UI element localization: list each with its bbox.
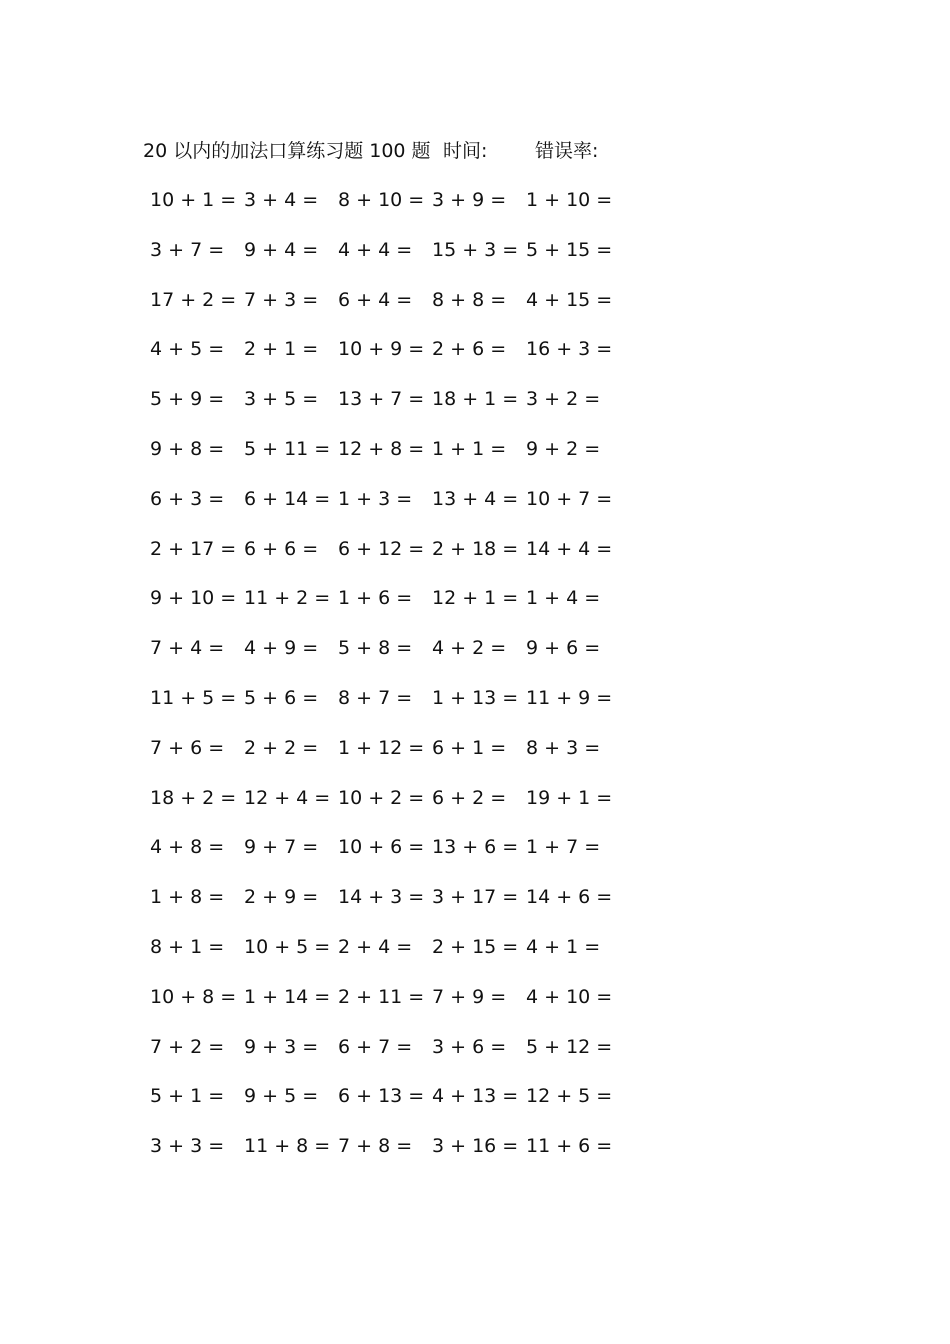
problem-item: 6 + 4 = [338, 288, 413, 311]
problem-row [0, 633, 950, 683]
problem-item: 5 + 8 = [338, 637, 413, 660]
problem-row [0, 484, 950, 534]
problem-item: 9 + 10 = [150, 587, 237, 610]
problem-row [0, 932, 950, 982]
problem-item: 9 + 8 = [150, 437, 225, 460]
problem-item: 10 + 5 = [244, 935, 331, 958]
problem-item: 10 + 6 = [338, 836, 425, 859]
problem-item: 6 + 12 = [338, 537, 425, 560]
problem-row [0, 982, 950, 1032]
problem-item: 2 + 17 = [150, 537, 237, 560]
problem-item: 8 + 10 = [338, 189, 425, 211]
problem-item: 9 + 2 = [526, 437, 601, 460]
worksheet-header [143, 137, 763, 165]
problem-item: 3 + 6 = [432, 1035, 507, 1058]
problem-row [0, 783, 950, 833]
problem-item: 9 + 4 = [244, 238, 319, 261]
problem-item: 11 + 6 = [526, 1135, 613, 1158]
problem-item: 4 + 5 = [150, 338, 225, 361]
problem-item: 8 + 8 = [432, 288, 507, 311]
problem-item: 6 + 1 = [432, 736, 507, 759]
problem-item: 3 + 5 = [244, 388, 319, 411]
problem-item: 12 + 4 = [244, 786, 331, 809]
problem-item: 4 + 13 = [432, 1085, 519, 1108]
problem-item: 10 + 1 = [150, 189, 237, 211]
problem-row [0, 1032, 950, 1082]
problem-item: 5 + 6 = [244, 686, 319, 709]
problem-item: 5 + 15 = [526, 238, 613, 261]
problem-row [0, 882, 950, 932]
problem-item: 2 + 6 = [432, 338, 507, 361]
problem-item: 5 + 12 = [526, 1035, 613, 1058]
problem-item: 11 + 9 = [526, 686, 613, 709]
problem-row [0, 185, 950, 235]
problem-item: 17 + 2 = [150, 288, 237, 311]
problem-grid [0, 185, 950, 1181]
problem-item: 8 + 1 = [150, 935, 225, 958]
problem-row [0, 583, 950, 633]
problem-item: 14 + 6 = [526, 886, 613, 909]
worksheet-title: 20 以内的加法口算练习题 100 题 [143, 140, 431, 162]
problem-item: 4 + 2 = [432, 637, 507, 660]
problem-item: 2 + 9 = [244, 886, 319, 909]
problem-row [0, 832, 950, 882]
problem-item: 3 + 4 = [244, 189, 319, 211]
problem-item: 2 + 11 = [338, 985, 425, 1008]
problem-item: 14 + 3 = [338, 886, 425, 909]
problem-item: 3 + 7 = [150, 238, 225, 261]
problem-item: 1 + 7 = [526, 836, 601, 859]
problem-item: 11 + 2 = [244, 587, 331, 610]
problem-item: 10 + 9 = [338, 338, 425, 361]
problem-item: 4 + 4 = [338, 238, 413, 261]
problem-item: 10 + 8 = [150, 985, 237, 1008]
problem-item: 5 + 11 = [244, 437, 331, 460]
problem-item: 7 + 9 = [432, 985, 507, 1008]
problem-item: 1 + 12 = [338, 736, 425, 759]
problem-row [0, 285, 950, 335]
problem-item: 7 + 2 = [150, 1035, 225, 1058]
problem-item: 7 + 6 = [150, 736, 225, 759]
problem-item: 1 + 3 = [338, 487, 413, 510]
problem-item: 9 + 7 = [244, 836, 319, 859]
problem-item: 9 + 6 = [526, 637, 601, 660]
problem-item: 6 + 6 = [244, 537, 319, 560]
problem-item: 12 + 8 = [338, 437, 425, 460]
problem-item: 13 + 7 = [338, 388, 425, 411]
problem-item: 1 + 1 = [432, 437, 507, 460]
problem-row [0, 334, 950, 384]
problem-row [0, 534, 950, 584]
problem-item: 6 + 3 = [150, 487, 225, 510]
problem-row [0, 733, 950, 783]
problem-item: 19 + 1 = [526, 786, 613, 809]
problem-item: 4 + 10 = [526, 985, 613, 1008]
problem-item: 4 + 1 = [526, 935, 601, 958]
problem-item: 3 + 17 = [432, 886, 519, 909]
problem-row [0, 1131, 950, 1181]
problem-item: 12 + 1 = [432, 587, 519, 610]
problem-item: 6 + 13 = [338, 1085, 425, 1108]
error-rate-label: 错误率: [535, 140, 599, 162]
problem-item: 5 + 1 = [150, 1085, 225, 1108]
problem-row [0, 434, 950, 484]
problem-item: 11 + 5 = [150, 686, 237, 709]
problem-item: 7 + 8 = [338, 1135, 413, 1158]
problem-item: 18 + 1 = [432, 388, 519, 411]
problem-item: 16 + 3 = [526, 338, 613, 361]
problem-item: 10 + 7 = [526, 487, 613, 510]
problem-row [0, 1081, 950, 1131]
problem-item: 3 + 9 = [432, 189, 507, 211]
problem-item: 3 + 3 = [150, 1135, 225, 1158]
problem-item: 7 + 4 = [150, 637, 225, 660]
problem-item: 12 + 5 = [526, 1085, 613, 1108]
problem-item: 3 + 2 = [526, 388, 601, 411]
problem-item: 6 + 7 = [338, 1035, 413, 1058]
problem-row [0, 235, 950, 285]
problem-item: 9 + 5 = [244, 1085, 319, 1108]
problem-item: 1 + 14 = [244, 985, 331, 1008]
problem-item: 2 + 15 = [432, 935, 519, 958]
problem-item: 2 + 4 = [338, 935, 413, 958]
problem-item: 9 + 3 = [244, 1035, 319, 1058]
problem-item: 1 + 13 = [432, 686, 519, 709]
problem-item: 1 + 10 = [526, 189, 613, 211]
problem-item: 3 + 16 = [432, 1135, 519, 1158]
problem-item: 8 + 7 = [338, 686, 413, 709]
problem-item: 6 + 2 = [432, 786, 507, 809]
problem-item: 7 + 3 = [244, 288, 319, 311]
problem-item: 8 + 3 = [526, 736, 601, 759]
problem-item: 1 + 8 = [150, 886, 225, 909]
problem-item: 10 + 2 = [338, 786, 425, 809]
problem-item: 4 + 9 = [244, 637, 319, 660]
problem-item: 11 + 8 = [244, 1135, 331, 1158]
problem-row [0, 683, 950, 733]
time-label: 时间: [443, 140, 488, 162]
problem-item: 1 + 6 = [338, 587, 413, 610]
problem-item: 1 + 4 = [526, 587, 601, 610]
problem-item: 4 + 15 = [526, 288, 613, 311]
problem-item: 15 + 3 = [432, 238, 519, 261]
problem-item: 2 + 2 = [244, 736, 319, 759]
problem-item: 14 + 4 = [526, 537, 613, 560]
problem-item: 13 + 6 = [432, 836, 519, 859]
problem-item: 18 + 2 = [150, 786, 237, 809]
problem-row [0, 384, 950, 434]
problem-item: 13 + 4 = [432, 487, 519, 510]
problem-item: 4 + 8 = [150, 836, 225, 859]
problem-item: 6 + 14 = [244, 487, 331, 510]
problem-item: 5 + 9 = [150, 388, 225, 411]
problem-item: 2 + 18 = [432, 537, 519, 560]
problem-item: 2 + 1 = [244, 338, 319, 361]
